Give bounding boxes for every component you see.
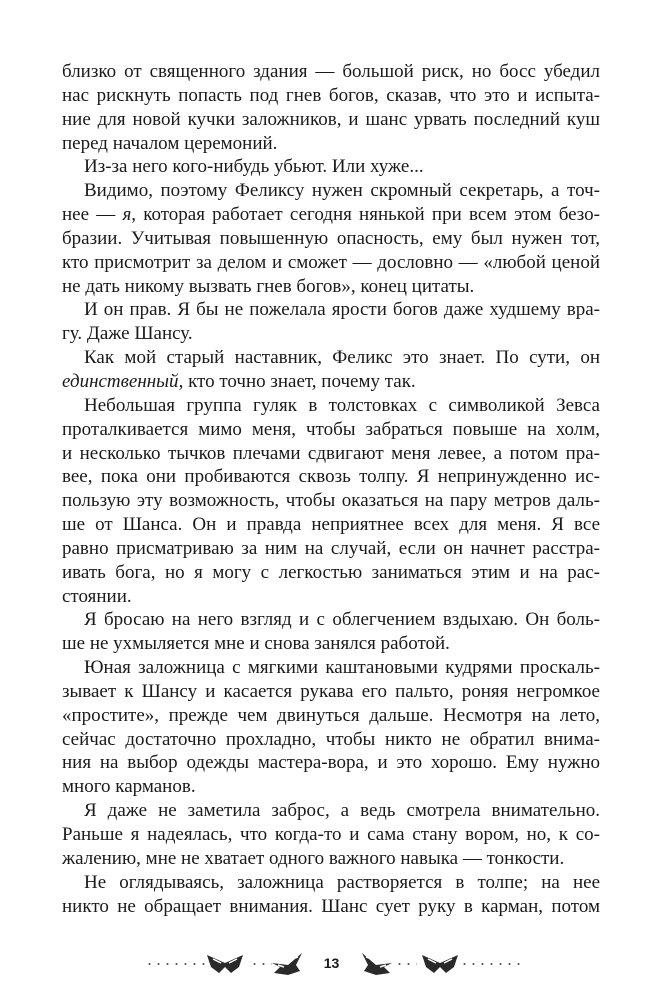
text-line: ше не ухмыляется мне и снова занялся работой. [62, 633, 450, 655]
text-line: Не оглядываясь, заложница растворяется в толпе; на нее [84, 871, 600, 893]
text-line: Как мой старый наставник, Феликс это знает. По сути, он [84, 347, 600, 369]
text-span: , которая работает сегодня нянькой при всем этом безо- [131, 204, 600, 226]
text-line: вее, пока они пробиваются сквозь толпу. Я непринужденно ис- [62, 466, 600, 488]
text-line: сейчас достаточно прохладно, чтобы никто не обратил внима- [62, 728, 600, 750]
text-line: никто не обращает внимания. Шанс сует руку в карман, потом [62, 895, 600, 917]
text-line [62, 203, 600, 227]
text-line: Я бросаю на него взгляд и с облегчением вздыхаю. Он боль- [84, 609, 600, 631]
butterfly-ornament-icon [420, 951, 460, 977]
text-line: проталкивается мимо меня, чтобы забраться повыше на холм, [62, 418, 600, 440]
text-line: Юная заложница с мягкими каштановыми кудрями проскаль- [84, 657, 600, 679]
text-line: нас рискнуть попасть под гнев богов, сказав, что это и испыта- [62, 84, 600, 106]
text-line: ние для новой кучки заложников, и шанс урвать последний куш [62, 108, 600, 130]
text-line: кто присмотрит за делом и сможет — дословно — «любой ценой [62, 251, 600, 273]
text-line: не дать никому вызвать гнев богов», конец цитаты. [62, 275, 475, 297]
text-span: нее — [62, 204, 123, 226]
text-line [62, 370, 600, 394]
text-line: равно присматриваю за ним на случай, если он начнет расстра- [62, 537, 600, 559]
text-line: бразии. Учитывая повышенную опасность, ему был нужен тот, [62, 227, 600, 249]
text-line: гу. Даже Шансу. [62, 323, 193, 345]
text-line: Видимо, поэтому Феликсу нужен скромный секретарь, а точ- [84, 180, 600, 202]
text-line: жалению, мне не хватает одного важного навыка — тонкости. [62, 847, 565, 869]
text-line: Из-за него кого-нибудь убьют. Или хуже... [84, 156, 424, 178]
text-line: Раньше я надеялась, что когда-то и сама стану вором, но, к со- [62, 824, 600, 845]
page-body-text [62, 60, 600, 918]
text-line: «простите», прежде чем двинуться дальше. Несмотря на лето, [62, 704, 600, 726]
text-line: ивать бога, но я могу с легкостью заниматься этим и на рас- [62, 561, 600, 583]
text-line: и несколько тычков плечами сдвигают меня левее, а потом пра- [62, 442, 600, 464]
italic-text: я [122, 204, 132, 226]
text-line: зывает к Шансу и касается рукава его пальто, роняя негромкое [62, 680, 600, 702]
page-footer [0, 945, 663, 985]
butterfly-ornament-icon [360, 951, 394, 979]
text-line: И он прав. Я бы не пожелала ярости богов даже худшему вра- [84, 299, 600, 321]
text-line: перед началом церемоний. [62, 132, 278, 154]
text-line: ния на выбор одежды мастера-вора, и это хорошо. Ему нужно [62, 752, 600, 774]
text-line: Небольшая группа гуляк в толстовках с символикой Зевса [84, 394, 600, 416]
text-line: пользую эту возможность, чтобы оказаться на пару метров даль- [62, 490, 600, 512]
text-span: , кто точно знает, почему так. [178, 370, 416, 392]
text-line: Я даже не заметила заброс, а ведь смотрела внимательно. [84, 800, 600, 822]
text-line: стоянии. [62, 585, 132, 607]
text-line: близко от священного здания — большой риск, но босс убедил [62, 61, 600, 82]
text-line: ше от Шанса. Он и правда неприятнее всех для меня. Я все [62, 514, 600, 536]
page-number: 13 [323, 955, 340, 971]
italic-text: единственный [62, 370, 179, 392]
text-line: много карманов. [62, 776, 196, 798]
